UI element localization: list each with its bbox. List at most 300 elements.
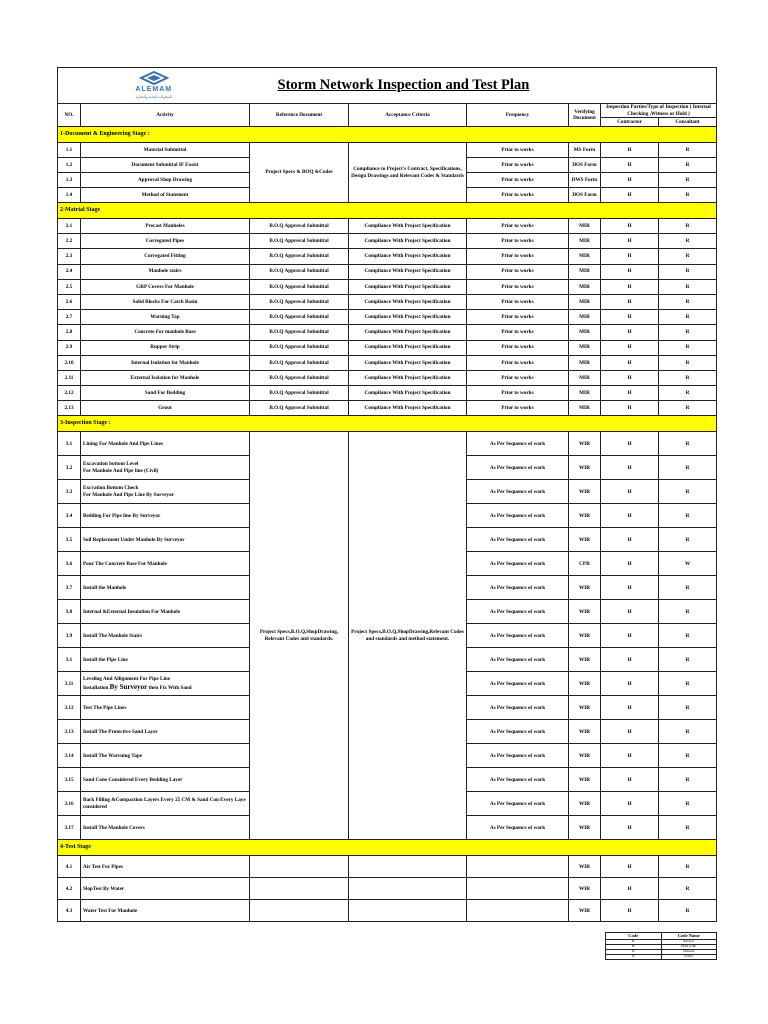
row-consultant: R bbox=[659, 792, 717, 816]
row-frequency: Prior to works bbox=[467, 188, 569, 203]
row-frequency: As Per Sequence of work bbox=[467, 696, 569, 720]
row-contractor: H bbox=[601, 158, 659, 173]
table-row bbox=[58, 401, 717, 416]
row-consultant: R bbox=[659, 294, 717, 309]
row-contractor: H bbox=[601, 401, 659, 416]
row-contractor: H bbox=[601, 552, 659, 576]
row-no: 3.5 bbox=[58, 528, 81, 552]
row-activity: External Isolation for Manhole bbox=[81, 370, 250, 385]
row-frequency: As Per Sequence of work bbox=[467, 480, 569, 504]
row-contractor: H bbox=[601, 294, 659, 309]
row-verifying-doc: CPR bbox=[569, 552, 601, 576]
row-no: 3.9 bbox=[58, 624, 81, 648]
row-frequency: As Per Sequence of work bbox=[467, 552, 569, 576]
row-reference: B.O.Q Approval Submittal bbox=[250, 294, 349, 309]
row-consultant: R bbox=[659, 900, 717, 922]
itp-sheet bbox=[57, 67, 716, 922]
row-consultant: R bbox=[659, 158, 717, 173]
row-consultant: W bbox=[659, 552, 717, 576]
row-activity: Material Submittal bbox=[81, 143, 250, 158]
row-consultant: R bbox=[659, 340, 717, 355]
row-activity: Warning Tap bbox=[81, 310, 250, 325]
row-frequency bbox=[467, 856, 569, 878]
row-activity: Back Filling &Compaction Layers Every 25 CM & Sand Con Every Laye considered bbox=[81, 792, 250, 816]
activity-text: then Fix With Sand bbox=[147, 684, 192, 691]
legend-header bbox=[606, 933, 717, 940]
row-frequency bbox=[467, 900, 569, 922]
row-frequency: As Per Sequence of work bbox=[467, 792, 569, 816]
row-verifying-doc: MIR bbox=[569, 386, 601, 401]
row-reference: B.O.Q Approval Submittal bbox=[250, 234, 349, 249]
row-frequency: Prior to works bbox=[467, 264, 569, 279]
table-row bbox=[58, 432, 717, 456]
row-frequency bbox=[467, 878, 569, 900]
row-reference: B.O.Q Approval Submittal bbox=[250, 310, 349, 325]
row-acceptance: Compliance With Project Specification bbox=[349, 249, 467, 264]
row-frequency: Prior to works bbox=[467, 310, 569, 325]
row-activity: Bedding For Pipe line By Surveyor bbox=[81, 504, 250, 528]
row-verifying-doc: WIR bbox=[569, 648, 601, 672]
row-no: 4.1 bbox=[58, 856, 81, 878]
row-verifying-doc: WIR bbox=[569, 878, 601, 900]
row-acceptance bbox=[349, 900, 467, 922]
row-verifying-doc: WIR bbox=[569, 816, 601, 840]
row-contractor: H bbox=[601, 188, 659, 203]
row-reference bbox=[250, 878, 349, 900]
row-consultant: R bbox=[659, 143, 717, 158]
row-contractor: H bbox=[601, 672, 659, 696]
legend-code: H bbox=[606, 945, 662, 950]
row-activity: Lining For Manhole And Pipe Lines bbox=[81, 432, 250, 456]
row-verifying-doc: MIR bbox=[569, 401, 601, 416]
row-consultant: R bbox=[659, 624, 717, 648]
row-frequency: Prior to works bbox=[467, 249, 569, 264]
row-consultant: R bbox=[659, 234, 717, 249]
row-no: 3.6 bbox=[58, 552, 81, 576]
row-contractor: H bbox=[601, 504, 659, 528]
row-activity: Solid Blocks For Catch Basin bbox=[81, 294, 250, 309]
row-consultant: R bbox=[659, 264, 717, 279]
row-activity: Document Submittal IF Exsist bbox=[81, 158, 250, 173]
row-consultant: R bbox=[659, 600, 717, 624]
legend-code: W bbox=[606, 950, 662, 955]
header-parties: Inspection Parties/Type of Inspection ( Internal Checking ,Witness or Hold ) bbox=[601, 104, 717, 118]
row-verifying-doc: WIR bbox=[569, 576, 601, 600]
row-no: 2.8 bbox=[58, 325, 81, 340]
stage-4-header bbox=[58, 840, 717, 856]
row-consultant: R bbox=[659, 744, 717, 768]
row-activity: Sand Cone Considered Every Bedding Layer bbox=[81, 768, 250, 792]
table-row bbox=[58, 249, 717, 264]
legend-row bbox=[606, 955, 717, 960]
stage-2-header bbox=[58, 203, 717, 219]
activity-emphasis: By Surveyor bbox=[109, 682, 148, 691]
row-no: 3.17 bbox=[58, 816, 81, 840]
row-no: 3.13 bbox=[58, 720, 81, 744]
row-frequency: Prior to works bbox=[467, 340, 569, 355]
row-no: 1.2 bbox=[58, 158, 81, 173]
table-row bbox=[58, 878, 717, 900]
row-acceptance bbox=[349, 856, 467, 878]
row-contractor: H bbox=[601, 340, 659, 355]
row-acceptance: Compliance With Project Specification bbox=[349, 386, 467, 401]
legend-code: R bbox=[606, 940, 662, 945]
row-frequency: Prior to works bbox=[467, 386, 569, 401]
row-verifying-doc: DOS Form bbox=[569, 188, 601, 203]
row-verifying-doc: MIR bbox=[569, 310, 601, 325]
row-consultant: R bbox=[659, 370, 717, 385]
row-activity: Install The Protective Sand Layer bbox=[81, 720, 250, 744]
row-contractor: H bbox=[601, 219, 659, 234]
row-consultant: R bbox=[659, 325, 717, 340]
logo-icon bbox=[137, 71, 171, 87]
row-verifying-doc: WIR bbox=[569, 696, 601, 720]
row-verifying-doc: WIR bbox=[569, 856, 601, 878]
row-consultant: R bbox=[659, 355, 717, 370]
row-activity: Install The Manhole Stairs bbox=[81, 624, 250, 648]
row-frequency: Prior to works bbox=[467, 173, 569, 188]
row-acceptance: Compliance With Project Specification bbox=[349, 340, 467, 355]
row-frequency: Prior to works bbox=[467, 143, 569, 158]
stage-3-reference: Project Specs,B.O.Q,ShopDrawing, Relevant Codes and standards. bbox=[250, 432, 349, 840]
row-contractor: H bbox=[601, 264, 659, 279]
row-no: 1.1 bbox=[58, 143, 81, 158]
header-acceptance: Acceptance Criteria bbox=[349, 104, 467, 127]
row-reference: B.O.Q Approval Submittal bbox=[250, 219, 349, 234]
row-activity: Excvation Bottom Check For Manhole And Pipe Line By Surveyor bbox=[81, 480, 250, 504]
legend-name: Hold point bbox=[661, 945, 717, 950]
row-contractor: H bbox=[601, 900, 659, 922]
row-verifying-doc: MIR bbox=[569, 249, 601, 264]
row-verifying-doc: WIR bbox=[569, 480, 601, 504]
row-frequency: Prior to works bbox=[467, 279, 569, 294]
row-no: 2.1 bbox=[58, 219, 81, 234]
row-verifying-doc: WIR bbox=[569, 792, 601, 816]
row-acceptance bbox=[349, 878, 467, 900]
row-no: 3.1 bbox=[58, 432, 81, 456]
row-frequency: Prior to works bbox=[467, 325, 569, 340]
table-row bbox=[58, 219, 717, 234]
row-activity: Concrete For manhole Base bbox=[81, 325, 250, 340]
row-consultant: R bbox=[659, 188, 717, 203]
row-no: 2.3 bbox=[58, 249, 81, 264]
logo-cell bbox=[58, 68, 250, 104]
table-row bbox=[58, 264, 717, 279]
legend-name: Review bbox=[661, 940, 717, 945]
row-no: 3.15 bbox=[58, 768, 81, 792]
row-contractor: H bbox=[601, 249, 659, 264]
row-contractor: H bbox=[601, 720, 659, 744]
row-no: 2.4 bbox=[58, 264, 81, 279]
row-no: 2.5 bbox=[58, 279, 81, 294]
row-consultant: R bbox=[659, 528, 717, 552]
stage-3-acceptance: Project Specs,B.O.Q,ShopDrawing,Relevant Codes and standards and method statement. bbox=[349, 432, 467, 840]
row-verifying-doc: WIR bbox=[569, 600, 601, 624]
row-contractor: H bbox=[601, 279, 659, 294]
stage-1-header-title: 1-Document & Engineering Stage : bbox=[58, 127, 717, 143]
row-reference: B.O.Q Approval Submittal bbox=[250, 264, 349, 279]
header-contractor: Contractor bbox=[601, 118, 659, 127]
legend-name: Witness bbox=[661, 950, 717, 955]
activity-text: Leveling And Allignment For Pipe Line Installation bbox=[83, 676, 171, 691]
stage-1-acceptance: Compliance to Project's Contract, Specifications, Design Drawings and Relevant Codes & Standards bbox=[349, 143, 467, 203]
row-contractor: H bbox=[601, 856, 659, 878]
row-frequency: As Per Sequence of work bbox=[467, 456, 569, 480]
row-contractor: H bbox=[601, 792, 659, 816]
row-consultant: R bbox=[659, 648, 717, 672]
row-consultant: R bbox=[659, 878, 717, 900]
header-reference: Reference Document bbox=[250, 104, 349, 127]
table-row bbox=[58, 234, 717, 249]
row-activity: Install the Manhole bbox=[81, 576, 250, 600]
row-verifying-doc: DOS Form bbox=[569, 158, 601, 173]
row-reference: B.O.Q Approval Submittal bbox=[250, 340, 349, 355]
row-activity: Install the Pipe Line bbox=[81, 648, 250, 672]
row-reference: B.O.Q Approval Submittal bbox=[250, 325, 349, 340]
row-contractor: H bbox=[601, 143, 659, 158]
row-no: 3.2 bbox=[58, 456, 81, 480]
table-row bbox=[58, 143, 717, 158]
row-activity: Sand For Bedding bbox=[81, 386, 250, 401]
row-contractor: H bbox=[601, 648, 659, 672]
row-activity: Soil Replacment Under Manhole By Surveyor bbox=[81, 528, 250, 552]
row-consultant: R bbox=[659, 576, 717, 600]
row-contractor: H bbox=[601, 528, 659, 552]
row-contractor: H bbox=[601, 355, 659, 370]
header-activity: Activity bbox=[81, 104, 250, 127]
row-consultant: R bbox=[659, 696, 717, 720]
row-no: 2.12 bbox=[58, 386, 81, 401]
row-verifying-doc: MS Form bbox=[569, 143, 601, 158]
row-contractor: H bbox=[601, 370, 659, 385]
row-verifying-doc: WIR bbox=[569, 768, 601, 792]
stage-1-reference: Project Specs & BOQ &Codes bbox=[250, 143, 349, 203]
row-no: 3.3 bbox=[58, 480, 81, 504]
page-title: Storm Network Inspection and Test Plan bbox=[277, 77, 530, 94]
row-consultant: R bbox=[659, 480, 717, 504]
table-row bbox=[58, 340, 717, 355]
row-reference: B.O.Q Approval Submittal bbox=[250, 279, 349, 294]
row-consultant: R bbox=[659, 279, 717, 294]
row-no: 4.2 bbox=[58, 878, 81, 900]
row-no: 3.1 bbox=[58, 648, 81, 672]
row-frequency: Prior to works bbox=[467, 401, 569, 416]
row-acceptance: Compliance With Project Specification bbox=[349, 355, 467, 370]
row-verifying-doc: MIR bbox=[569, 325, 601, 340]
row-reference: B.O.Q Approval Submittal bbox=[250, 355, 349, 370]
row-activity: Test The Pipe Lines bbox=[81, 696, 250, 720]
row-verifying-doc: MIR bbox=[569, 219, 601, 234]
row-reference: B.O.Q Approval Submittal bbox=[250, 249, 349, 264]
table-row bbox=[58, 900, 717, 922]
stage-4-header-title: 4-Test Stage bbox=[58, 840, 717, 856]
row-consultant: R bbox=[659, 456, 717, 480]
company-logo bbox=[60, 71, 248, 99]
legend-code: N bbox=[606, 955, 662, 960]
row-consultant: R bbox=[659, 504, 717, 528]
row-verifying-doc: WIR bbox=[569, 624, 601, 648]
row-consultant: R bbox=[659, 672, 717, 696]
row-reference: B.O.Q Approval Submittal bbox=[250, 401, 349, 416]
row-contractor: H bbox=[601, 624, 659, 648]
row-activity: Excavation bottom Level For Manhole And Pipe line (Civil) bbox=[81, 456, 250, 480]
row-consultant: R bbox=[659, 401, 717, 416]
header-no: NO. bbox=[58, 104, 81, 127]
row-acceptance: Compliance With Project Specification bbox=[349, 234, 467, 249]
row-activity: GRP Covers For Manhole bbox=[81, 279, 250, 294]
row-contractor: H bbox=[601, 768, 659, 792]
row-frequency: As Per Sequence of work bbox=[467, 624, 569, 648]
row-frequency: As Per Sequence of work bbox=[467, 816, 569, 840]
row-reference: B.O.Q Approval Submittal bbox=[250, 370, 349, 385]
row-no: 3.14 bbox=[58, 744, 81, 768]
row-verifying-doc: MIR bbox=[569, 279, 601, 294]
header-row bbox=[58, 104, 717, 118]
legend-name-header: Code Name bbox=[661, 933, 717, 940]
row-activity: Internal Isulation for Manhole bbox=[81, 355, 250, 370]
row-no: 1.3 bbox=[58, 173, 81, 188]
row-contractor: H bbox=[601, 432, 659, 456]
row-no: 2.7 bbox=[58, 310, 81, 325]
row-verifying-doc: WIR bbox=[569, 456, 601, 480]
row-frequency: As Per Sequence of work bbox=[467, 720, 569, 744]
row-activity: SlopTest By Water bbox=[81, 878, 250, 900]
row-acceptance: Compliance With Project Specification bbox=[349, 325, 467, 340]
row-acceptance: Compliance With Project Specification bbox=[349, 310, 467, 325]
row-frequency: Prior to works bbox=[467, 294, 569, 309]
row-frequency: As Per Sequence of work bbox=[467, 504, 569, 528]
itp-table bbox=[57, 67, 717, 922]
header-frequency: Frequency bbox=[467, 104, 569, 127]
row-verifying-doc: WIR bbox=[569, 672, 601, 696]
row-contractor: H bbox=[601, 696, 659, 720]
row-no: 3.8 bbox=[58, 600, 81, 624]
row-consultant: R bbox=[659, 310, 717, 325]
row-activity: Corregated Fitting bbox=[81, 249, 250, 264]
title-row bbox=[58, 68, 717, 104]
row-verifying-doc: MIR bbox=[569, 370, 601, 385]
table-row bbox=[58, 294, 717, 309]
row-contractor: H bbox=[601, 744, 659, 768]
row-verifying-doc: MIR bbox=[569, 294, 601, 309]
logo-name: ALEMAM bbox=[135, 86, 173, 94]
stage-2-header-title: 2-Matrial Stage bbox=[58, 203, 717, 219]
row-activity: Internal &External Insulation For Manhole bbox=[81, 600, 250, 624]
table-row bbox=[58, 856, 717, 878]
row-contractor: H bbox=[601, 234, 659, 249]
row-no: 3.4 bbox=[58, 504, 81, 528]
row-no: 2.13 bbox=[58, 401, 81, 416]
header-verifying: Verifying Document bbox=[569, 104, 601, 127]
row-acceptance: Compliance With Project Specification bbox=[349, 294, 467, 309]
row-acceptance: Compliance With Project Specification bbox=[349, 264, 467, 279]
row-no: 2.11 bbox=[58, 370, 81, 385]
code-legend bbox=[605, 932, 717, 960]
row-no: 3.7 bbox=[58, 576, 81, 600]
legend-table bbox=[605, 932, 717, 960]
stage-1-header bbox=[58, 127, 717, 143]
row-verifying-doc: WIR bbox=[569, 720, 601, 744]
row-consultant: R bbox=[659, 768, 717, 792]
page-title-cell bbox=[250, 68, 717, 104]
row-verifying-doc: MIR bbox=[569, 340, 601, 355]
row-contractor: H bbox=[601, 456, 659, 480]
row-verifying-doc: WIR bbox=[569, 432, 601, 456]
row-acceptance: Compliance With Project Specification bbox=[349, 219, 467, 234]
row-consultant: R bbox=[659, 173, 717, 188]
row-contractor: H bbox=[601, 878, 659, 900]
row-acceptance: Compliance With Project Specification bbox=[349, 370, 467, 385]
row-verifying-doc: WIR bbox=[569, 528, 601, 552]
row-contractor: H bbox=[601, 816, 659, 840]
row-activity: Water Test For Manhole bbox=[81, 900, 250, 922]
row-consultant: R bbox=[659, 856, 717, 878]
row-frequency: Prior to works bbox=[467, 158, 569, 173]
stage-3-header bbox=[58, 416, 717, 432]
stage-3-header-title: 3-Inspection Stage : bbox=[58, 416, 717, 432]
row-activity: Install The Manhole Covers bbox=[81, 816, 250, 840]
row-activity: Install The Warrning Tape bbox=[81, 744, 250, 768]
row-contractor: H bbox=[601, 576, 659, 600]
row-no: 2.6 bbox=[58, 294, 81, 309]
row-no: 1.4 bbox=[58, 188, 81, 203]
row-activity: Method of Statement bbox=[81, 188, 250, 203]
row-frequency: Prior to works bbox=[467, 234, 569, 249]
row-activity: Rupper Strip bbox=[81, 340, 250, 355]
row-contractor: H bbox=[601, 325, 659, 340]
row-consultant: R bbox=[659, 386, 717, 401]
row-contractor: H bbox=[601, 386, 659, 401]
row-no: 3.12 bbox=[58, 696, 81, 720]
row-consultant: R bbox=[659, 219, 717, 234]
row-contractor: H bbox=[601, 480, 659, 504]
row-reference bbox=[250, 900, 349, 922]
row-verifying-doc: DWS Form bbox=[569, 173, 601, 188]
row-activity: Manhole stairs bbox=[81, 264, 250, 279]
row-consultant: R bbox=[659, 720, 717, 744]
row-no: 2.10 bbox=[58, 355, 81, 370]
row-acceptance: Compliance With Project Specification bbox=[349, 401, 467, 416]
row-verifying-doc: WIR bbox=[569, 504, 601, 528]
table-row bbox=[58, 370, 717, 385]
row-activity: Corregated Pipes bbox=[81, 234, 250, 249]
row-consultant: R bbox=[659, 816, 717, 840]
row-no: 3.16 bbox=[58, 792, 81, 816]
row-contractor: H bbox=[601, 173, 659, 188]
row-verifying-doc: WIR bbox=[569, 900, 601, 922]
row-acceptance: Compliance With Project Specification bbox=[349, 279, 467, 294]
table-row bbox=[58, 386, 717, 401]
logo-subtitle: للمقاولات العامة والتجارة bbox=[135, 95, 172, 100]
row-reference bbox=[250, 856, 349, 878]
row-activity: Pour The Concrete Base For Manhole bbox=[81, 552, 250, 576]
legend-name: Notify bbox=[661, 955, 717, 960]
row-contractor: H bbox=[601, 310, 659, 325]
row-no: 4.3 bbox=[58, 900, 81, 922]
row-activity: Air Test For Pipes bbox=[81, 856, 250, 878]
row-activity: Precast Manholes bbox=[81, 219, 250, 234]
row-no: 3.11 bbox=[58, 672, 81, 696]
table-row bbox=[58, 310, 717, 325]
row-frequency: Prior to works bbox=[467, 370, 569, 385]
row-frequency: As Per Sequence of work bbox=[467, 576, 569, 600]
row-frequency: Prior to works bbox=[467, 355, 569, 370]
row-frequency: As Per Sequence of work bbox=[467, 600, 569, 624]
table-row bbox=[58, 279, 717, 294]
row-frequency: As Per Sequence of work bbox=[467, 528, 569, 552]
row-reference: B.O.Q Approval Submittal bbox=[250, 386, 349, 401]
row-verifying-doc: MIR bbox=[569, 264, 601, 279]
